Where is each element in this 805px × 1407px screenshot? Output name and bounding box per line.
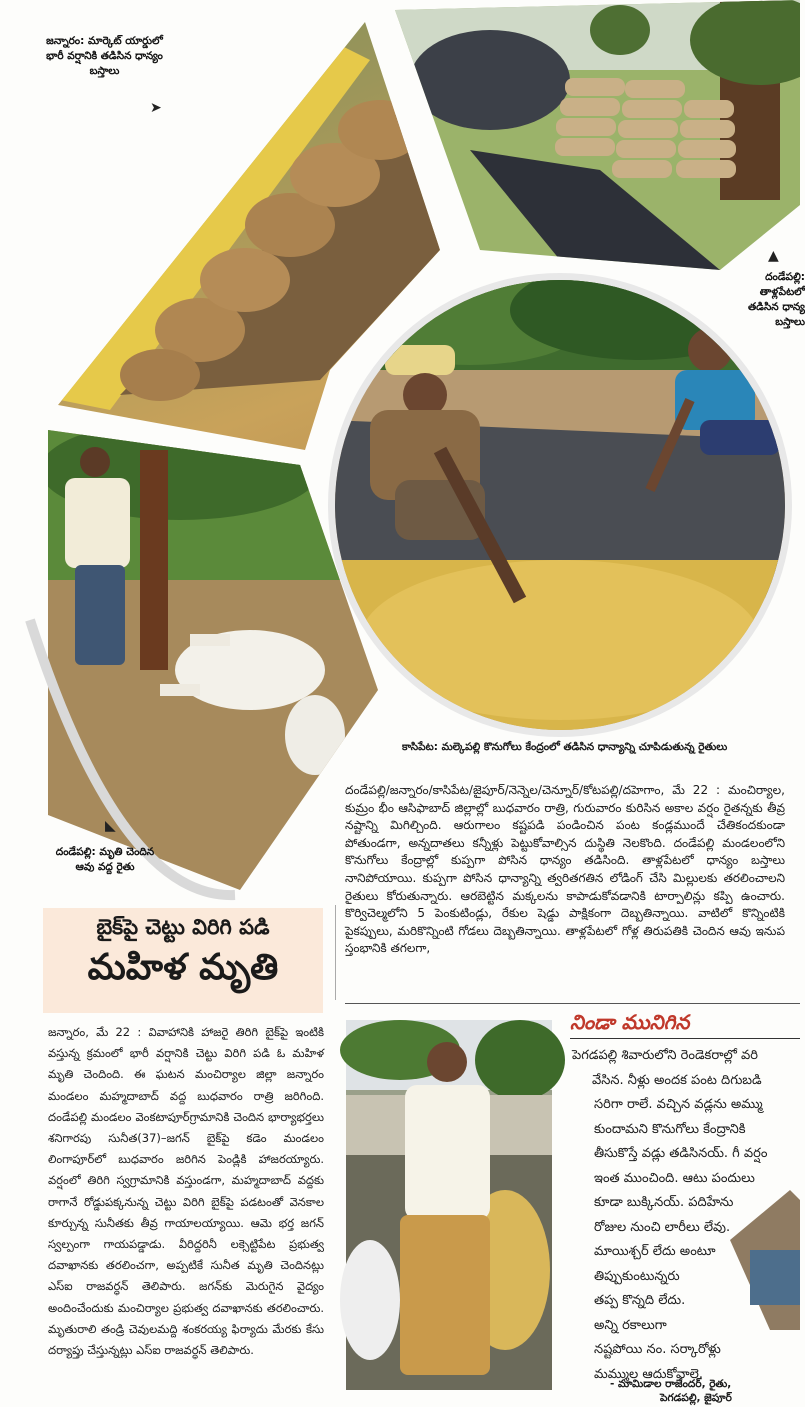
caption-tallapet-bags: దండేపల్లి: తాళ్లపేటలో తడిసిన ధాన్య బస్తాలు: [748, 271, 805, 328]
quote-line: ఇంత ముంచింది. ఆటు పందులు: [594, 1170, 755, 1186]
arrow-icon: ➤: [150, 100, 162, 116]
side-story-body: జన్నారం, మే 22 : వివాహానికి హాజరై తిరిగి బైక్‌పై ఇంటికి వస్తున్న క్రమంలో భారీ వర్షానికి చెట్టు విరిగి పడి ఓ మహిళ మృతి చెందింది. ఈ ఘటన మంచిర్యాల జిల్లా జన్నారం మండలం మహ్మదాబాద్ వద్ద బుధవారం రాత్రి జరిగింది. దండేపల్లి మండలం వెంకటాపూర్‌గ్రామానికి చెందిన భార్యాభర్తలు శనిగారపు సునీత(37)–జగన్ బైక్‌పై కడెం మండలం లింగాపూర్‌లో బుధవారం జరిగిన పెండ్లికి హాజరయ్యారు. వర్షంలో తిరిగి స్వగ్రామానికి వస్తుండగా, మహ్మదాబాద్ వద్దకు రాగానే రోడ్డుపక్కనున్న చెట్టు విరిగి బైక్‌పై పడటంతో వెనకాల కూర్చున్న సునీతకు తీవ్ర గాయాలయ్యాయి. ఆమె భర్త జగన్ స్వల్పంగా గాయపడ్డాడు. వీరిద్దరినీ లక్సెట్టిపేట ప్రభుత్వ దవాఖానకు తరలించగా, అప్పటికే సునీత మృతి చెందినట్లు ఎస్ఐ రాజవర్ధన్ తెలిపారు. జగన్‌కు మెరుగైన వైద్యం అందించేందుకు మంచిర్యాల ప్రభుత్వ దవాఖానకు తరలించారు. మృతురాలి తండ్రి చెవులమద్ది శంకరయ్య ఫిర్యాదు మేరకు కేసు దర్యాప్తు చేస్తున్నట్లు ఎస్ఐ రాజవర్ధన్ తెలిపారు.: [48, 1025, 324, 1358]
caption-kasipet: కాసిపేట: మల్కెపల్లి కొనుగోలు కేంద్రంలో తడిసిన ధాన్యాన్ని చూపిడుతున్న రైతులు: [402, 741, 728, 753]
quote-line: తప్ప కొన్నది లేదు.: [594, 1293, 686, 1308]
quote-line: తీసుకొస్తే వడ్లు తడిసినయ్. గీ వర్షం: [594, 1146, 768, 1161]
arrow-icon: ▲: [768, 248, 779, 264]
quote-line: వేసిన. నీళ్లు అందక పంట దిగుబడి: [592, 1072, 762, 1088]
caption-cow: దండేపల్లి: మృతి చెందిన ఆవు వద్ద రైతు: [55, 846, 155, 873]
quote-line: అన్ని రకాలుగా: [594, 1317, 667, 1333]
quote-line: మాయిశ్చర్ లేదు అంటూ: [594, 1244, 716, 1259]
quote-line: కుందామని కొనుగోలు కేంద్రానికి: [594, 1121, 746, 1137]
quote-attribution-1: - మామిడాల రాజేందర్, రైతు,: [610, 1378, 732, 1390]
main-story-body: దండేపల్లి/జన్నారం/కాసిపేట/జైపూర్/నెన్నెల/చెన్నూర్/కోటపల్లి/దహెగాం, మే 22 : మంచిర్యాల, కుమ్రం భీం ఆసిఫాబాద్ జిల్లాల్లో బుధవారం రాత్రి, గురువారం కురిసిన అకాల వర్షం రైతన్నకు తీవ్ర నష్టాన్ని మిగిల్చింది. ఆరుగాలం కష్టపడి పండించిన పంట కండ్లముందే చేతికందకుండా పోతుండగా, అన్నదాతలు కన్నీళ్లు పెట్టుకోవాల్సిన దుస్థితి నెలకొంది. దండేపల్లి మండలంలోని కొనుగోలు కేంద్రాల్లో కుప్పగా పోసిన ధాన్యం తడిసింది. తాళ్లపేటలో ధాన్యం బస్తాలు నానిపోయాయి. కుప్పగా పోసిన ధాన్యాన్ని త్వరితగతిన లోడింగ్ చేసి మిల్లులకు తరలించాలని రైతులు కోరుతున్నారు. ఆరబెట్టిన మక్కలను కాపాడుకోవడానికి టార్పాలిన్లు కప్పి ఉంచారు. కొర్విచెల్మలోని 5 పెంకుటిండ్లు, రేకుల షెడ్డు పాక్షికంగా దెబ్బతిన్నాయి. వాటిలో కొన్నింటికి పైకప్పులు, మరికొన్నింటి గోడలు దెబ్బతిన్నాయి. తాళ్లపేటలో గోళ్ల తిరుపతికి చెందిన ఆవు ఇనుప స్తంభానికి తగలగా,: [345, 783, 785, 956]
section-divider: [335, 905, 336, 1000]
quote-line: రోజుల నుంచి లారీలు లేవు.: [594, 1219, 731, 1235]
side-story-headline-box: [43, 908, 323, 1013]
quote-line: నష్టపోయి నం. సర్కారోళ్లు: [594, 1342, 721, 1357]
side-story-headline-line1: బైక్‌పై చెట్టు విరిగి పడి: [96, 915, 270, 939]
quote-headline-rule: [570, 1038, 800, 1039]
side-story-headline-line2: మహిళ మృతి: [87, 947, 279, 988]
quote-line: తిప్పుకుంటున్నరు: [594, 1268, 680, 1284]
caption-market-yard: జన్నారం: మార్కెట్ యార్డులో భారీ వర్షానికి తడిసిన ధాన్యం బస్తాలు: [46, 35, 163, 77]
quote-line: పెగడపల్లి శివారులోని రెండెకరాల్లో వరి: [572, 1048, 758, 1063]
quote-line: మమ్ముల ఆదుకోవాలె.: [594, 1366, 703, 1382]
section-divider: [345, 1003, 800, 1004]
quote-line: కూడా బుక్కినయ్. పదిహేను: [594, 1195, 734, 1210]
quote-line: సరిగా రాలే. వచ్చిన వడ్లను అమ్ము: [594, 1097, 763, 1112]
quote-attribution-2: పెగడపల్లి, జైపూర్: [660, 1392, 732, 1404]
quote-body: [572, 1044, 797, 1387]
arrow-icon: ◣: [105, 818, 116, 834]
quote-headline: నిండా మునిగిన: [570, 1010, 690, 1034]
